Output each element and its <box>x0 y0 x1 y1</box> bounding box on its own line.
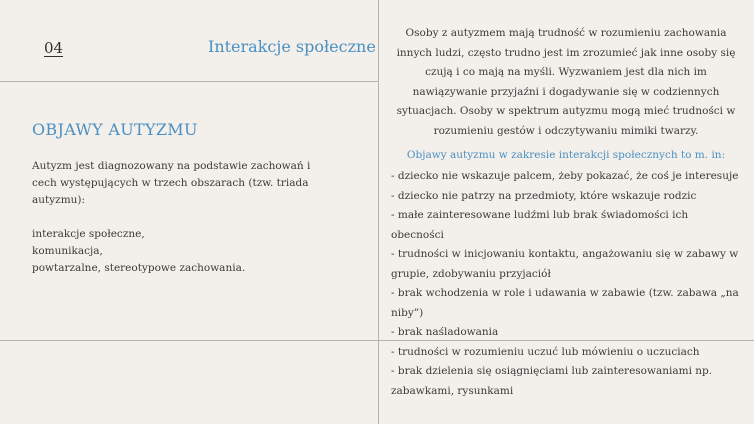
symptom-item: - brak wchodzenia w role i udawania w zabawie (tzw. zabawa „na niby”) <box>391 287 739 319</box>
spacer <box>32 209 332 226</box>
symptoms-heading: Objawy autyzmu w zakresie interakcji społecznych to m. in: <box>406 149 726 161</box>
symptom-item: - trudności w rozumieniu uczuć lub mówieniu o uczuciach <box>391 345 700 358</box>
symptom-item: - dziecko nie wskazuje palcem, żeby pokazać, że coś je interesuje <box>391 170 739 182</box>
area-item: komunikacja, <box>32 245 103 257</box>
left-text-block <box>32 158 332 277</box>
symptom-item: - dziecko nie patrzy na przedmioty, które wskazuje rodzic <box>391 189 697 202</box>
area-item: powtarzalne, stereotypowe zachowania. <box>32 262 246 274</box>
symptom-item: - brak naśladowania <box>391 326 499 338</box>
page-heading: OBJAWY AUTYZMU <box>32 120 198 139</box>
vertical-divider <box>378 0 379 424</box>
left-top-divider <box>0 81 378 82</box>
diagnosis-paragraph: Autyzm jest diagnozowany na podstawie zachowań i cech występujących w trzech obszarach (tzw. triada autyzmu): <box>32 160 311 206</box>
area-item: interakcje społeczne, <box>32 228 145 240</box>
symptoms-list <box>391 167 739 401</box>
slide-number: 04 <box>44 39 64 57</box>
symptom-item: - brak dzielenia się osiągnięciami lub zainteresowaniami np. zabawkami, rysunkami <box>391 365 713 397</box>
section-title: Interakcje społeczne <box>208 37 376 56</box>
intro-paragraph: Osoby z autyzmem mają trudność w rozumieniu zachowania innych ludzi, często trudno jest im zrozumieć jak inne osoby się czują i co mają na myśli. Wyzwaniem jest dla nich im nawiązywanie przyjaźni i dogadywanie się w codziennych sytuacjach. Osoby w spektrum autyzmu mogą mieć trudności w rozumieniu gestów i odczytywaniu mimiki twarzy. <box>396 27 736 137</box>
symptom-item: - małe zainteresowane ludźmi lub brak świadomości ich obecności <box>391 209 689 241</box>
symptom-item: - trudności w inicjowaniu kontaktu, angażowaniu się w zabawy w grupie, zdobywaniu przyjaciół <box>391 248 739 280</box>
